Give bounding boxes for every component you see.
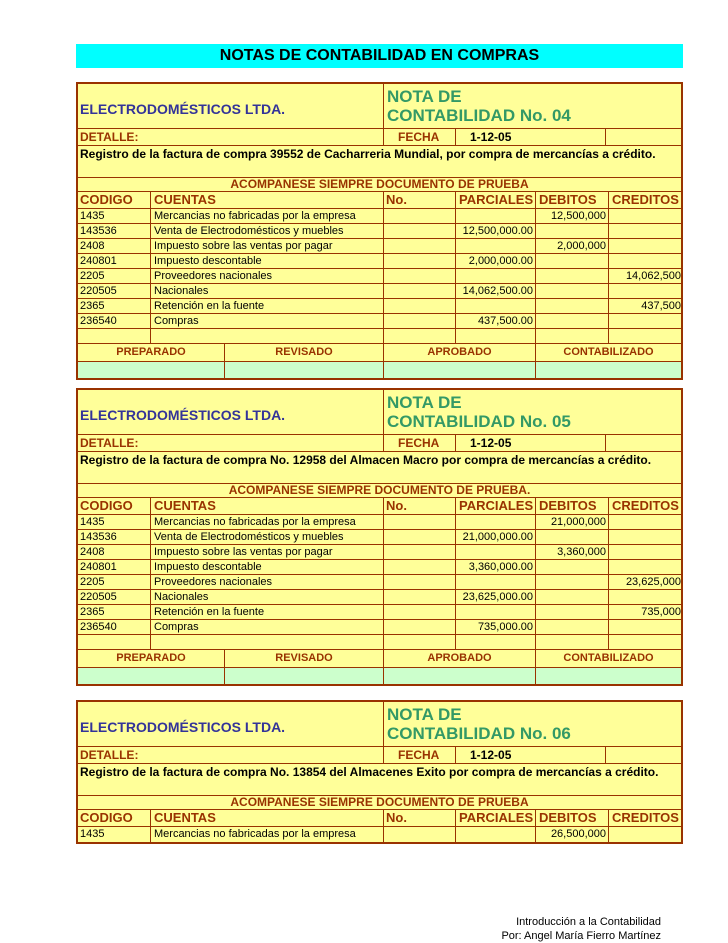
cell-credito [608,314,681,328]
nota-title-line2: CONTABILIDAD No. 05 [387,412,571,431]
fecha-label: FECHA [383,435,455,451]
cell-debito [535,224,608,238]
label-contabilizado: CONTABILIZADO [535,650,681,667]
cell-no [383,605,455,619]
cell-debito [535,329,608,343]
cell-cuenta: Mercancias no fabricadas por la empresa [150,209,383,223]
cell-no [383,590,455,604]
cell-parcial [455,605,535,619]
cell-cuenta: Mercancias no fabricadas por la empresa [150,515,383,529]
cell-no [383,224,455,238]
cell-parcial [455,269,535,283]
column-headers [78,192,681,209]
label-preparado: PREPARADO [116,652,186,664]
cell-cuenta: Impuesto sobre las ventas por pagar [150,545,383,559]
cell-cuenta: Mercancias no fabricadas por la empresa [150,827,383,842]
table-row [78,605,681,620]
cell-no [383,284,455,298]
cell-codigo: 1435 [80,210,105,222]
company-name: ELECTRODOMÉSTICOS LTDA. [80,719,286,735]
cell-parcial [455,575,535,589]
table-row [78,284,681,299]
table-row [78,545,681,560]
cell-debito [535,605,608,619]
table-row [78,299,681,314]
acompanese-banner: ACOMPANESE SIEMPRE DOCUMENTO DE PRUEBA. [78,484,681,498]
cell-cuenta: Compras [150,620,383,634]
cell-credito: 14,062,500 [608,269,681,283]
cell-parcial [455,299,535,313]
detalle-label: DETALLE: [80,436,139,450]
header-debitos: DEBITOS [535,810,608,826]
cell-no [383,209,455,223]
cell-credito [608,329,681,343]
cell-cuenta: Impuesto sobre las ventas por pagar [150,239,383,253]
cell-cuenta: Impuesto descontable [150,560,383,574]
cell-codigo [78,635,150,649]
signature-box-contabilizado [535,362,681,378]
nota-title [383,84,681,128]
cell-codigo [78,329,150,343]
table-row [78,827,681,842]
cell-no [383,560,455,574]
cell-parcial: 437,500.00 [455,314,535,328]
cell-debito: 12,500,000 [535,209,608,223]
table-row [78,269,681,284]
nota-title-line2: CONTABILIDAD No. 06 [387,724,571,743]
cell-parcial [455,827,535,842]
cell-codigo: 2205 [80,270,105,282]
page-title: NOTAS DE CONTABILIDAD EN COMPRAS [76,44,683,68]
cell-debito [535,284,608,298]
cell-cuenta: Retención en la fuente [150,299,383,313]
cell-debito [535,254,608,268]
nota-title-line1: NOTA DE [387,705,462,724]
cell-no [383,530,455,544]
cell-parcial [455,545,535,559]
cell-cuenta: Nacionales [150,284,383,298]
cell-codigo: 1435 [80,828,105,840]
cell-cuenta: Nacionales [150,590,383,604]
cell-no [383,254,455,268]
cell-debito: 21,000,000 [535,515,608,529]
header-cuentas: CUENTAS [150,810,383,826]
header-debitos: DEBITOS [535,498,608,514]
header-parciales: PARCIALES [455,498,535,514]
table-row [78,515,681,530]
header-creditos: CREDITOS [608,810,681,826]
header-parciales: PARCIALES [455,192,535,208]
cell-parcial: 23,625,000.00 [455,590,535,604]
cell-cuenta: Venta de Electrodomésticos y muebles [150,530,383,544]
cell-debito [535,620,608,634]
label-aprobado: APROBADO [383,650,535,667]
header-codigo: CODIGO [80,192,133,207]
cell-credito [608,560,681,574]
cell-credito [608,209,681,223]
cell-debito [535,314,608,328]
cell-parcial: 14,062,500.00 [455,284,535,298]
fecha-label: FECHA [383,129,455,145]
cell-credito [608,635,681,649]
cell-credito: 437,500 [608,299,681,313]
cell-debito: 3,360,000 [535,545,608,559]
cell-no [383,545,455,559]
cell-credito [608,284,681,298]
description: Registro de la factura de compra 39552 de Cacharreria Mundial, por compra de mercancías a crédito. [78,146,681,178]
detalle-label: DETALLE: [80,748,139,762]
header-creditos: CREDITOS [608,498,681,514]
description: Registro de la factura de compra No. 12958 del Almacen Macro por compra de mercancías a crédito. [78,452,681,484]
fecha-value: 1-12-05 [455,129,605,145]
table-row [78,254,681,269]
cell-codigo: 2408 [80,240,105,252]
table-row [78,329,681,344]
cell-codigo: 2365 [80,606,105,618]
cell-codigo: 236540 [80,315,117,327]
table-row [78,590,681,605]
cell-no [383,827,455,842]
signature-box-contabilizado [535,668,681,684]
cell-credito: 23,625,000 [608,575,681,589]
cell-no [383,299,455,313]
label-aprobado: APROBADO [383,344,535,361]
signature-box-revisado [224,668,383,684]
label-revisado: REVISADO [224,344,383,361]
nota-title [383,702,681,746]
cell-codigo: 2205 [80,576,105,588]
table-row [78,575,681,590]
company-name: ELECTRODOMÉSTICOS LTDA. [80,407,286,423]
cell-credito [608,239,681,253]
acompanese-banner: ACOMPANESE SIEMPRE DOCUMENTO DE PRUEBA [78,178,681,192]
cell-no [383,269,455,283]
cell-codigo: 240801 [80,561,117,573]
table-row [78,239,681,254]
signature-labels [78,344,681,362]
nota-title-line1: NOTA DE [387,393,462,412]
label-revisado: REVISADO [224,650,383,667]
description: Registro de la factura de compra No. 13854 del Almacenes Exito por compra de mercancías a crédito. [78,764,681,796]
table-row [78,620,681,635]
header-debitos: DEBITOS [535,192,608,208]
cell-debito: 26,500,000 [535,827,608,842]
nota-contabilidad-05 [76,388,683,686]
company-name: ELECTRODOMÉSTICOS LTDA. [80,101,286,117]
cell-codigo: 2408 [80,546,105,558]
cell-codigo: 143536 [80,225,117,237]
cell-parcial [455,515,535,529]
cell-cuenta: Proveedores nacionales [150,269,383,283]
footer-line2: Por: Angel María Fierro Martínez [501,930,661,942]
cell-debito [535,560,608,574]
cell-credito [608,530,681,544]
cell-codigo: 220505 [80,591,117,603]
signature-labels [78,650,681,668]
cell-parcial: 735,000.00 [455,620,535,634]
cell-parcial [455,329,535,343]
nota-title-line1: NOTA DE [387,87,462,106]
cell-codigo: 236540 [80,621,117,633]
table-row [78,635,681,650]
cell-codigo: 240801 [80,255,117,267]
cell-credito [608,545,681,559]
table-row [78,314,681,329]
header-no: No. [383,498,455,514]
cell-codigo: 143536 [80,531,117,543]
fecha-label: FECHA [383,747,455,763]
signature-boxes [78,668,681,684]
cell-debito: 2,000,000 [535,239,608,253]
cell-no [383,314,455,328]
table-row [78,224,681,239]
cell-debito [535,590,608,604]
cell-debito [535,530,608,544]
signature-boxes [78,362,681,378]
nota-contabilidad-06 [76,700,683,844]
cell-parcial: 12,500,000.00 [455,224,535,238]
cell-no [383,515,455,529]
signature-box-revisado [224,362,383,378]
cell-no [383,635,455,649]
column-headers [78,810,681,827]
footer-line1: Introducción a la Contabilidad [516,916,661,928]
header-no: No. [383,810,455,826]
cell-no [383,575,455,589]
header-creditos: CREDITOS [608,192,681,208]
cell-parcial: 2,000,000.00 [455,254,535,268]
fecha-value: 1-12-05 [455,435,605,451]
cell-parcial [455,635,535,649]
cell-cuenta [150,635,383,649]
header-codigo: CODIGO [80,498,133,513]
nota-title [383,390,681,434]
cell-codigo: 2365 [80,300,105,312]
table-row [78,560,681,575]
signature-box-preparado [78,668,224,684]
cell-no [383,329,455,343]
header-parciales: PARCIALES [455,810,535,826]
cell-credito [608,515,681,529]
cell-codigo: 1435 [80,516,105,528]
cell-debito [535,635,608,649]
cell-cuenta: Compras [150,314,383,328]
cell-credito: 735,000 [608,605,681,619]
cell-credito [608,620,681,634]
signature-box-preparado [78,362,224,378]
signature-box-aprobado [383,362,535,378]
fecha-value: 1-12-05 [455,747,605,763]
cell-cuenta: Proveedores nacionales [150,575,383,589]
cell-no [383,620,455,634]
cell-cuenta: Impuesto descontable [150,254,383,268]
cell-parcial [455,239,535,253]
nota-title-line2: CONTABILIDAD No. 04 [387,106,571,125]
cell-no [383,239,455,253]
cell-parcial: 21,000,000.00 [455,530,535,544]
nota-contabilidad-04 [76,82,683,380]
cell-parcial: 3,360,000.00 [455,560,535,574]
detalle-label: DETALLE: [80,130,139,144]
cell-cuenta: Venta de Electrodomésticos y muebles [150,224,383,238]
signature-box-aprobado [383,668,535,684]
label-preparado: PREPARADO [116,346,186,358]
cell-cuenta [150,329,383,343]
header-no: No. [383,192,455,208]
column-headers [78,498,681,515]
cell-credito [608,254,681,268]
cell-cuenta: Retención en la fuente [150,605,383,619]
footer [501,915,661,943]
cell-debito [535,299,608,313]
cell-credito [608,827,681,842]
cell-debito [535,575,608,589]
header-codigo: CODIGO [80,810,133,825]
header-cuentas: CUENTAS [150,498,383,514]
cell-parcial [455,209,535,223]
cell-credito [608,224,681,238]
label-contabilizado: CONTABILIZADO [535,344,681,361]
table-row [78,209,681,224]
cell-debito [535,269,608,283]
cell-credito [608,590,681,604]
acompanese-banner: ACOMPANESE SIEMPRE DOCUMENTO DE PRUEBA [78,796,681,810]
cell-codigo: 220505 [80,285,117,297]
header-cuentas: CUENTAS [150,192,383,208]
table-row [78,530,681,545]
